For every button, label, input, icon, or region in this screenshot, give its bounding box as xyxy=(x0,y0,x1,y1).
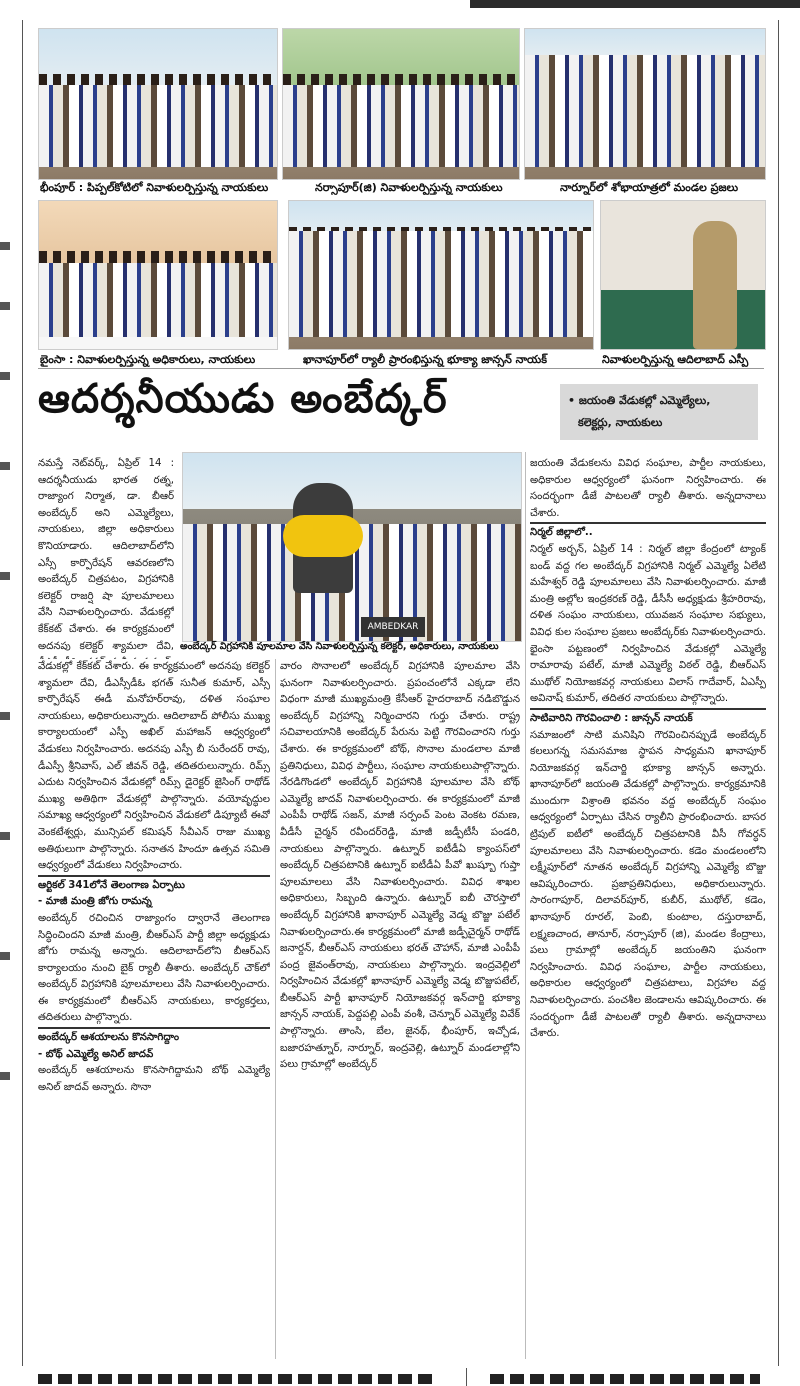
photo-ground xyxy=(601,290,765,349)
photo-crowd xyxy=(525,55,765,168)
photo-crowd xyxy=(283,85,519,168)
caption-main-photo: అంబేద్కర్ విగ్రహానికి పూలమాల వేసి నివాళులర్పిస్తున్న కలెక్టర్, అధికారులు, నాయకులు xyxy=(180,641,499,652)
article-col3 xyxy=(530,456,766,1359)
statue-plaque: AMBEDKAR xyxy=(361,617,425,637)
article-paragraph-continued: వేడుకల్లో కేక్‌కట్ చేశారు. ఈ కార్యక్రమంలో అదనపు కలెక్టర్ శ్యామలా దేవి, డీఎస్సీడీఓ భగత్ సునీత కుమార్, ఎస్సీ కార్పొరేషన్ ఈడీ మనోహర్‌రావు, దళిత సంఘాల నాయకులు, అధికారులున్నారు. ఆదిలాబాద్ పోలీసు ముఖ్య కార్యాలయంలో ఎస్పీ అఖిల్ మహాజన్ ఆధ్వర్యంలో వేడుకలు నిర్వహించారు. అదనపు ఎస్పీ బీ సురేందర్ రావు, డీఎస్పీ శ్రీనివాస్, ఎల్ జీవన్ రెడ్డి, తదితరులున్నారు. రిమ్స్ ఎదుట నిర్వహించిన వేడుకల్లో రిమ్స్ డైరెక్టర్ జైసింగ్ రాథోడ్ ముఖ్య అతిథిగా వేడుకల్లో పాల్గొన్నారు. వయోవృద్ధుల సమాఖ్య ఆధ్వర్యంలో నిర్వహించిన వేడుకలో డిప్యూటీ ఈవో వెంకటేశ్వర్లు, మున్సిపల్ కమిషన్ సీవీఎన్ రాజు ముఖ్య అతిథులుగా పాల్గొన్నారు. సనాతన హిందూ ఉత్సవ సమితి ఆధ్వర్యంలో వేడుకలు నిర్వహించారు. xyxy=(38,661,270,872)
article-paragraph: సమాజంలో సాటి మనిషిని గౌరవించినప్పుడే అంబేద్కర్ కలలుగన్న సమసమాజ స్థాపన సాధ్యమని ఖానాపూర్ నియోజకవర్గ ఇన్‌చార్జి భూక్యా జాన్సన్ అన్నారు. ఖానాపూర్‌లో జయంతి వేడుకల్లో పాల్గొన్నారు. కార్యక్రమానికి ముందుగా విశ్రాంతి భవనం వద్ద అంబేద్కర్ సంఘం ఆధ్వర్యంలో ఏర్పాటు చేసిన ర్యాలీని ప్రారంభించారు. బాసర ట్రిపుల్ ఐటీలో అంబేద్కర్ చిత్రపటానికి వీసీ గోవర్ధన్ పూలమాలలు వేసి నివాళులర్పించారు. కడెం మండలంలోని లక్ష్మీపూర్‌లో నూతన అంబేద్కర్ విగ్రహాన్ని ఎమ్మెల్యే బొజ్జు ఆవిష్కరించారు. ప్రజాప్రతినిధులు, అధికారులున్నారు. సారంగాపూర్, దిలావర్‌పూర్, కుబీర్, ముథోల్, కడెం, ఖానాపూర్ రూరల్, పెంబి, కుంటాల, దస్తురాబాద్, లక్ష్మణచాంద, తానూర్, నర్సాపూర్ (జి), మండల కేంద్రాలు, పలు గ్రామాల్లో అంబేద్కర్ జయంతిని ఘనంగా నిర్వహించారు. వివిధ సంఘాల, పార్టీల నాయకులు, అధికారుల ఆధ్వర్యంలో చిత్రపటాలు, విగ్రహాల వద్ద నివాళులర్పించారు. పంచశీల జెండాలను ఆవిష్కరించారు. ఈ సందర్భంగా డీజే పాటలతో ర్యాలీ తీశారు. అన్నదానాలు చేశారు. xyxy=(530,729,766,1040)
photo-khanapur-rally xyxy=(288,200,594,350)
photo-crowd xyxy=(39,263,277,337)
caption-adilabad-sp: నివాళులర్పిస్తున్న ఆదిలాబాద్ ఎస్పీ xyxy=(602,353,749,366)
officer-figure xyxy=(693,221,737,349)
photo-sky xyxy=(601,201,765,290)
photo-bhainsa xyxy=(38,200,278,350)
article-paragraph: వారం సొనాలలో అంబేద్కర్ విగ్రహానికి పూలమాల వేసి ఘనంగా నివాళులర్పించారు. ప్రపంచంలోనే ఎక్కడా లేని విధంగా మాజీ ముఖ్యమంత్రి కేసీఆర్ హైదరాబాద్ నడిబొడ్డున అంబేద్కర్ విగ్రహాన్ని నిర్మించారని గుర్తు చేశారు. రాష్ట్ర సచివాలయానికి అంబేద్కర్ పేరును పెట్టి గౌరవించారని గుర్తు చేశారు. ఈ కార్యక్రమంలో బోథ్, సొనాల మండలాల మాజీ ప్రతినిధులు, వివిధ పార్టీలు, సంఘాల నాయకులుపాల్గొన్నారు. నేరడిగొండలో అంబేద్కర్ విగ్రహానికి పూలమాల వేసి బోథ్ ఎమ్మెల్యే జాదవ్ నివాళులర్పించారు. ఈ కార్యక్రమంలో మాజీ ఎంపీపీ రాథోడ్ సజన్, మాజీ సర్పంచ్ పెంట వెంకట రమణ, వీడీసీ చైర్మన్ రవీందర్‌రెడ్డి, మాజీ జడ్పీటీసీ పండరి, నాయకులు పాల్గొన్నారు. ఉట్నూర్ ఐటీడీఏ క్యాంపస్‌లో అంబేద్కర్ చిత్రపటానికి ఉట్నూర్ ఐటీడీఏ పీవో ఖుష్బూ గుప్తా పూలమాలలు వేసి నివాళులర్పించారు. వివిధ శాఖల అధికారులు, సిబ్బంది ఉన్నారు. ఉట్నూర్ ఐబీ చౌరస్తాలో అంబేద్కర్ విగ్రహానికి ఖానాపూర్ ఎమ్మెల్యే వెడ్మ బొజ్జు పటేల్ నివాళులర్పించారు.ఈ కార్యక్రమంలో మాజీ జడ్పీచైర్మన్ రాథోడ్ జనార్దన్, బీఆర్ఎస్ నాయకులు భరత్ చౌహాన్, మాజీ ఎంపీపీ పంద్ర జైవంత్‌రావు, నాయకులు పాల్గొన్నారు. ఇంద్రవెల్లిలో నిర్వహించిన వేడుకల్లో ఖానాపూర్ ఎమ్మెల్యే వెడ్మ బొజ్జుపటేల్, బీఆర్ఎస్ పార్టీ ఖానాపూర్ నియోజకవర్గ ఇన్‌చార్జి భూక్యా జాన్సన్ నాయక్, పెద్దపల్లి ఎంపీ వంశీ, చెన్నూర్ ఎమ్మెల్యే వివేక్ పాల్గొన్నారు. తాంసి, బేల, జైనథ్, భీంపూర్, ఇచ్చోడ, బజారహత్నూర్, నార్నూర్, ఇంద్రవెల్లి, ఉట్నూర్ మండలాల్లోని పలు గ్రామాల్లో అంబేద్కర్ xyxy=(280,661,520,1071)
photo-collector-ambedkar-statue xyxy=(182,452,522,642)
next-headline-fragment xyxy=(38,1374,438,1384)
article-paragraph: జయంతి వేడుకలను వివిధ సంఘాల, పార్టీల నాయకులు, అధికారుల ఆధ్వర్యంలో ఘనంగా నిర్వహించారు. ఈ సందర్భంగా డీజే పాటలతో ర్యాలీ తీశారు. అన్నదానాలు చేశారు. xyxy=(530,458,766,519)
caption-narnoor: నార్నూర్‌లో శోభాయాత్రలో మండల ప్రజలు xyxy=(560,181,739,194)
photo-crowd xyxy=(289,231,593,338)
subheading-johnson-naik: సాటివారిని గౌరవించాలి : జాన్సన్ నాయక్ xyxy=(530,708,766,728)
subheading-nirmal: నిర్మల్ జిల్లాలో.. xyxy=(530,522,766,542)
article-col1 xyxy=(38,659,270,1359)
caption-bhainsa: బైంసా : నివాళులర్పిస్తున్న అధికారులు, నాయకులు xyxy=(40,353,256,366)
strip-mark xyxy=(0,832,10,840)
photo-adilabad-sp xyxy=(600,200,766,350)
column-divider xyxy=(525,452,526,1359)
caption-bhimpur: భీంపూర్ : పిప్పల్‌కోటిలో నివాళులర్పిస్తున్న నాయకులు xyxy=(40,181,269,194)
subheading-ambedkar-ideals: అంబేద్కర్ ఆశయాలను కొనసాగిద్దాం xyxy=(38,1027,270,1047)
strip-mark xyxy=(0,302,10,310)
photo-narsapur xyxy=(282,28,520,180)
next-headline-fragment xyxy=(490,1374,760,1384)
photo-crowd xyxy=(39,85,277,168)
article-paragraph: అంబేద్కర్ రచించిన రాజ్యాంగం ద్వారానే తెలంగాణ సిద్ధించిందని మాజీ మంత్రి, బీఆర్ఎస్ పార్టీ జిల్లా అధ్యక్షుడు జోగు రామన్న అన్నారు. ఆదిలాబాద్‌లోని బీఆర్ఎస్ కార్యాలయం నుంచి బైక్ ర్యాలీ తీశారు. అంబేద్కర్ చౌక్‌లో అంబేద్కర్ విగ్రహానికి పూలమాలలు వేసి నివాళులర్పించారు. ఈ కార్యక్రమంలో బీఆర్ఎస్ నాయకులు, కార్యకర్తలు, తదితరులు పాల్గొన్నారు. xyxy=(38,912,270,1024)
subheading-telangana-article: ఆర్టికల్ 341లోనే తెలంగాణ ఏర్పాటు xyxy=(38,875,270,895)
strip-mark xyxy=(0,952,10,960)
photo-bhimpur xyxy=(38,28,278,180)
photo-heads xyxy=(39,251,277,263)
caption-narsapur: నర్సాపూర్(జి) నివాళులర్పిస్తున్న నాయకులు xyxy=(315,181,503,194)
strip-mark xyxy=(0,1072,10,1080)
strip-mark xyxy=(0,372,10,380)
column-divider xyxy=(275,659,276,1359)
strip-mark xyxy=(0,572,10,580)
strip-mark xyxy=(0,462,10,470)
article-paragraph: నమస్తే నెట్‌వర్క్, ఏప్రిల్ 14 : ఆదర్శనీయుడు భారత రత్న, రాజ్యాంగ నిర్మాత, డా. బీఆర్ అంబేద్కర్ అని ఎమ్మెల్యేలు, నాయకులు, జిల్లా అధికారులు కొనియాడారు. ఆదిలాబాద్‌లోని ఎస్సీ కార్పొరేషన్ ఆవరణలోని అంబేద్కర్ చిత్రపటం, విగ్రహానికి కలెక్టర్ రాజర్షి షా పూలమాలలు వేసి నివాళులర్పించారు. వేడుకల్లో కేక్‌కట్ చేశారు. ఈ కార్యక్రమంలో అదనపు కలెక్టర్ శ్యామలా దేవి, xyxy=(38,458,174,652)
article-col1-top xyxy=(38,456,174,659)
photo-section-rule xyxy=(38,368,764,369)
left-column-rule xyxy=(22,20,23,1366)
subheading-byline: - మాజీ మంత్రి జోగు రామన్న xyxy=(38,896,152,908)
article-paragraph: అంబేద్కర్ ఆశయాలను కొనసాగిద్దామని బోథ్ ఎమ్మెల్యే అనిల్ జాదవ్ అన్నారు. సొనా xyxy=(38,1065,270,1093)
top-dark-band xyxy=(470,0,800,8)
left-adjacent-column xyxy=(0,12,20,1386)
article-col2 xyxy=(280,659,520,1359)
strip-divider xyxy=(466,1368,467,1386)
right-adjacent-column xyxy=(780,12,800,1386)
strip-mark xyxy=(0,712,10,720)
article-paragraph: నిర్మల్ అర్బన్, ఏప్రిల్ 14 : నిర్మల్ జిల్లా కేంద్రంలో ట్యాంక్ బండ్ వద్ద గల అంబేద్కర్ విగ్రహానికి నిర్మల్ ఎమ్మెల్యే ఏలేటి మహేశ్వర్ రెడ్డి పూలమాలలు వేసి నివాళులర్పించారు. మాజీ మంత్రి అల్లోల ఇంద్రకరణ్ రెడ్డి, డీసీసీ అధ్యక్షుడు శ్రీహరిరావు, దళిత సంఘం నాయకులు, యువజన సంఘాల సభ్యులు, వివిధ కుల సంఘాల ప్రజలు అంబేద్కర్‌కు నివాళులర్పించారు. భైంసా పట్టణంలో నిర్వహించిన వేడుకల్లో ఎమ్మెల్యే రామారావు పటేల్, మాజీ ఎమ్మెల్యే విఠల్ రెడ్డి, బీఆర్ఎస్ ముథోల్ నియోజకవర్గ నాయకులు విలాస్ గాదేవార్, ఏఎస్పీ అవినాష్ కుమార్, తదితర నాయకులు పాల్గొన్నారు. xyxy=(530,543,766,705)
highlight-line-2: కలెక్టర్లు, నాయకులు xyxy=(578,416,663,429)
page-title: ఆదర్శనీయుడు అంబేద్కర్ xyxy=(38,376,448,422)
caption-khanapur: ఖానాపూర్‌లో ర్యాలీ ప్రారంభిస్తున్న భూక్యా జాన్సన్ నాయక్ xyxy=(303,353,547,366)
subheading-byline: - బోథ్ ఎమ్మెల్యే అనిల్ జాదవ్ xyxy=(38,1048,154,1060)
photo-narnoor xyxy=(524,28,766,180)
flower-garland xyxy=(283,515,363,557)
highlight-box xyxy=(560,384,758,440)
highlight-line-1: • జయంతి వేడుకల్లో ఎమ్మెల్యేలు, xyxy=(568,394,711,407)
page-top-bar xyxy=(0,0,800,10)
strip-mark xyxy=(0,242,10,250)
right-column-rule xyxy=(778,20,779,1366)
next-article-strip xyxy=(20,1368,780,1386)
